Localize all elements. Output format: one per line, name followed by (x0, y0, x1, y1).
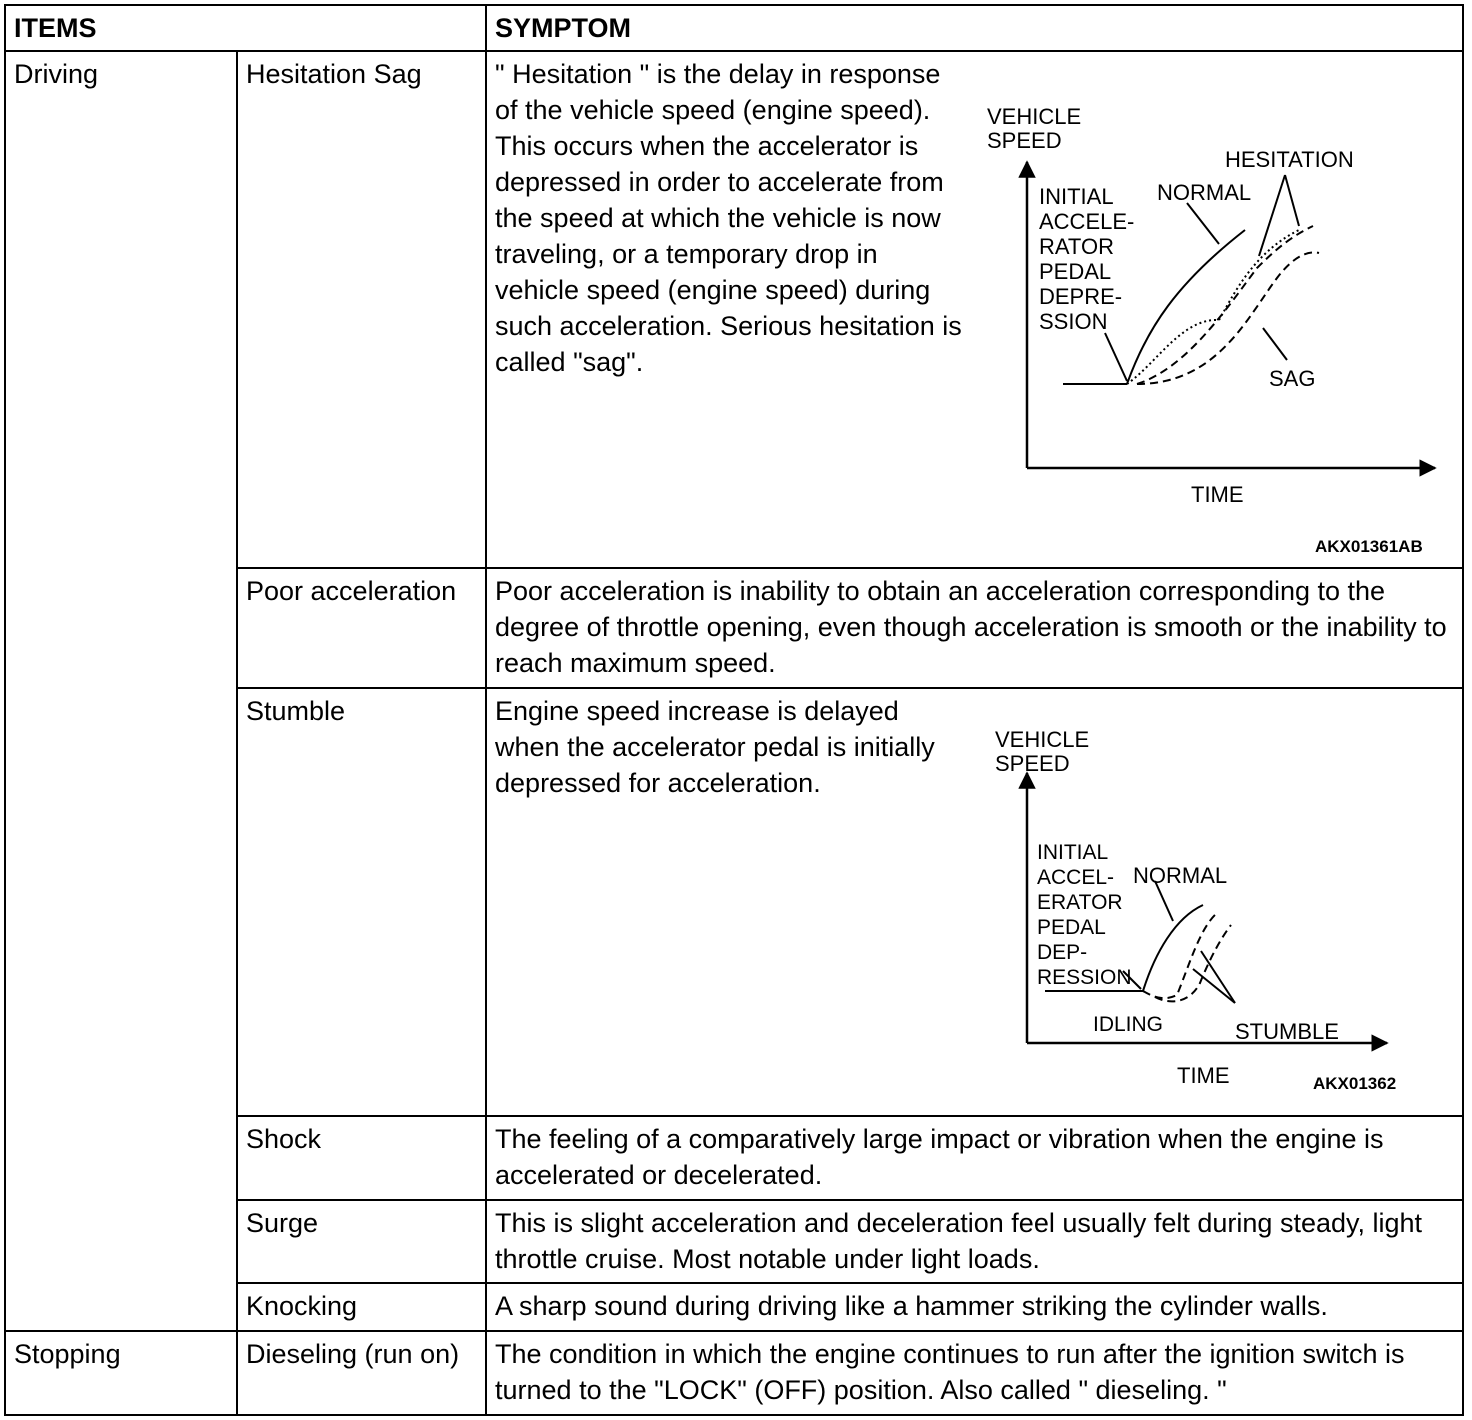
sag-label: SAG (1269, 366, 1316, 391)
figure-id: AKX01362 (1313, 1074, 1397, 1093)
table-header-row (5, 5, 1463, 51)
symptom-text: " Hesitation " is the delay in response of the vehicle speed (engine speed). This occurs when the accelerator is depressed in order to accelerate from the speed at which the vehicle is now traveling, or a temporary drop in vehicle speed (engine speed) during such acceleration. Serious hesitation is called "sag". (495, 59, 962, 377)
sag-curve (1137, 252, 1319, 384)
item-hesitation-sag: Hesitation Sag (237, 51, 486, 568)
hesitation-leader-1 (1259, 175, 1285, 256)
normal-label: NORMAL (1157, 180, 1252, 205)
initial-label-3: ERATOR (1037, 891, 1123, 914)
symptom-text: This is slight acceleration and deceleration feel usually felt during steady, light throttle cruise. Most notable under light loads. (495, 1208, 1423, 1274)
item-knocking: Knocking (237, 1283, 486, 1331)
x-axis-label: TIME (1191, 482, 1244, 507)
item-shock: Shock (237, 1116, 486, 1200)
hesitation-curve (1127, 230, 1299, 384)
y-axis-label-1: VEHICLE (987, 104, 1082, 129)
item-poor-acceleration: Poor acceleration (237, 568, 486, 688)
header-items: ITEMS (5, 5, 486, 51)
stumble-graph (995, 713, 1445, 1093)
table-row (5, 51, 1463, 568)
figure-id: AKX01361AB (1315, 537, 1423, 556)
initial-label-3: RATOR (1039, 234, 1114, 259)
y-axis-label-2: SPEED (987, 128, 1062, 153)
initial-label-4: PEDAL (1039, 259, 1112, 284)
category-driving: Driving (5, 51, 237, 1331)
symptom-text: Poor acceleration is inability to obtain an acceleration corresponding to the degree of throttle opening, even though acceleration is smooth or the inability to reach maximum speed. (495, 576, 1447, 678)
item-dieseling: Dieseling (run on) (237, 1331, 486, 1415)
y-axis-label-1: VEHICLE (995, 727, 1090, 752)
hesitation-leader-2 (1285, 175, 1299, 226)
hesitation-graph (987, 78, 1447, 556)
symptom-cell (486, 1283, 1463, 1331)
initial-label-6: SSION (1039, 309, 1108, 334)
symptom-cell (486, 1116, 1463, 1200)
initial-label-5: DEPRE- (1039, 284, 1123, 309)
hesitation-label: HESITATION (1225, 147, 1354, 172)
symptom-table (4, 4, 1464, 1416)
normal-curve (1143, 905, 1203, 991)
initial-label-2: ACCEL- (1037, 866, 1115, 889)
symptom-text: A sharp sound during driving like a hammer striking the cylinder walls. (495, 1291, 1328, 1321)
initial-label-2: ACCELE- (1039, 209, 1135, 234)
initial-label-5: DEP- (1037, 941, 1088, 964)
symptom-cell (486, 688, 1463, 1116)
y-axis-label-2: SPEED (995, 751, 1070, 776)
table-row (5, 1331, 1463, 1415)
sag-leader (1263, 328, 1287, 360)
symptom-cell (486, 51, 1463, 568)
stumble-leader-2 (1201, 951, 1235, 1003)
normal-leader (1187, 203, 1219, 244)
initial-leader (1105, 333, 1127, 381)
initial-label-6: RESSION (1037, 966, 1132, 989)
header-symptom: SYMPTOM (486, 5, 1463, 51)
symptom-text: The feeling of a comparatively large impact or vibration when the engine is accelerated or decelerated. (495, 1124, 1384, 1190)
stumble-figure (995, 713, 1445, 1093)
symptom-text: The condition in which the engine continues to run after the ignition switch is turned to the "LOCK" (OFF) position. Also called " dieseling. " (495, 1339, 1405, 1405)
normal-label: NORMAL (1133, 863, 1228, 888)
symptom-cell (486, 1200, 1463, 1283)
item-stumble: Stumble (237, 688, 486, 1116)
initial-label-1: INITIAL (1039, 184, 1114, 209)
hesitation-figure (987, 78, 1447, 556)
category-stopping: Stopping (5, 1331, 237, 1415)
initial-label-1: INITIAL (1037, 841, 1109, 864)
stumble-label: STUMBLE (1235, 1019, 1339, 1044)
item-surge: Surge (237, 1200, 486, 1283)
idling-label: IDLING (1093, 1013, 1164, 1036)
symptom-cell (486, 568, 1463, 688)
x-axis-label: TIME (1177, 1063, 1230, 1088)
stumble-leader-1 (1193, 969, 1235, 1003)
stumble-curve-1 (1143, 913, 1217, 998)
symptom-cell (486, 1331, 1463, 1415)
symptom-text: Engine speed increase is delayed when the accelerator pedal is initially depressed for acceleration. (495, 696, 935, 798)
initial-label-4: PEDAL (1037, 916, 1106, 939)
